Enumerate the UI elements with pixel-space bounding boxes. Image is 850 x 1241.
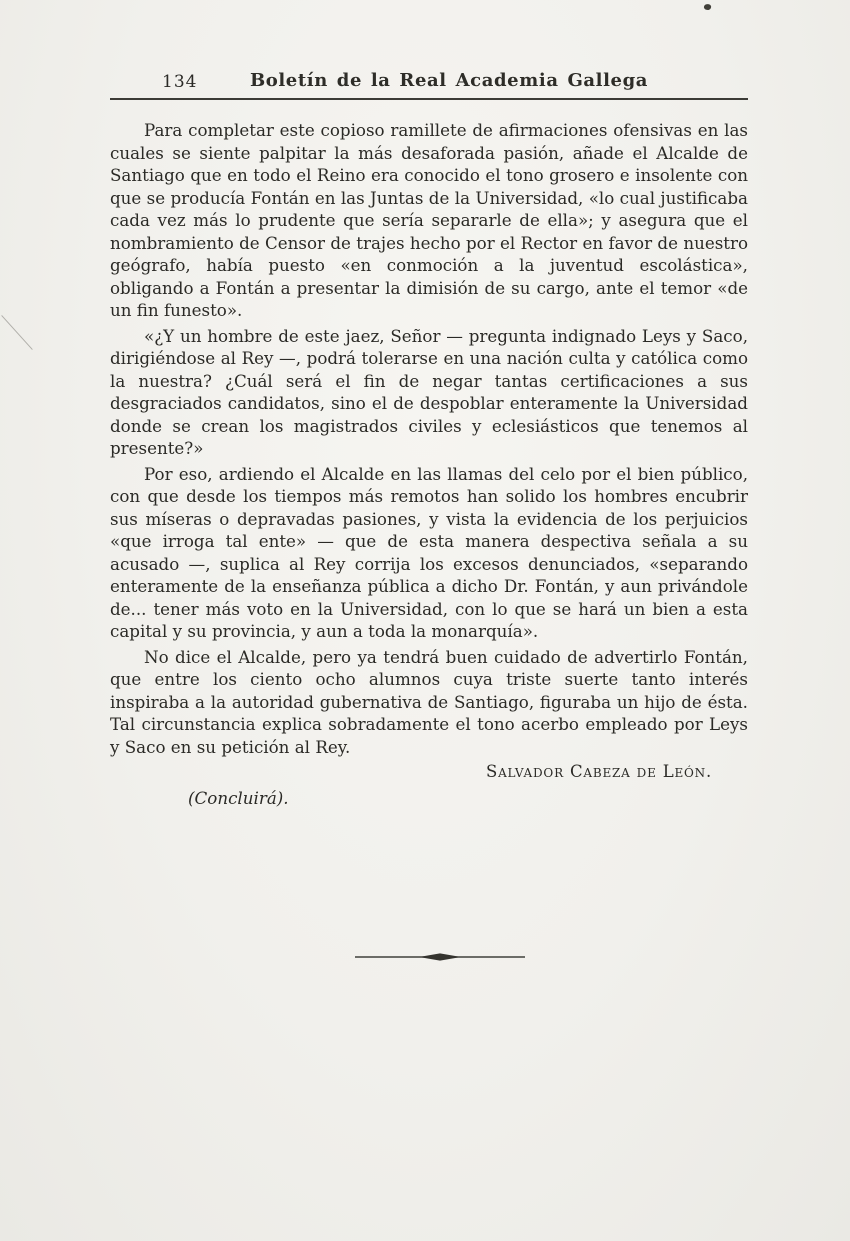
- author-signature: Salvador Cabeza de León.: [485, 762, 712, 781]
- page-number: 134: [162, 72, 198, 92]
- page-header: [110, 70, 748, 100]
- body-paragraph: Por eso, ardiendo el Alcalde en las llamas del celo por el bien público, con que desde los tiempos más remotos han solido los hombres encubrir sus míseras o depravadas pasiones, y vista la evidencia de los perjuicios «que irroga tal ente» — que de esta manera despectiva señala a su acusado —, suplica al Rey corrija los excesos denunciados, «separando enteramente de la enseñanza pública a dicho Dr. Fontán, y aun privándole de... tener más voto en la Universidad, con lo que se hará un bien a esta capital y su provincia, y aun a toda la monarquía».: [110, 463, 748, 641]
- article-body: [110, 119, 748, 809]
- body-paragraph: Para completar este copioso ramillete de afirmaciones ofensivas en las cuales se siente palpitar la más desaforada pasión, añade el Alcalde de Santiago que en todo el Reino era conocido el tono grosero e insolente con que se producía Fontán en las Juntas de la Universidad, «lo cual justificaba cada vez más lo prudente que sería separarle de ella»; y asegura que el nombramiento de Censor de trajes hecho por el Rector en favor de nuestro geógrafo, había puesto «en conmoción a la juventud escolástica», obligando a Fontán a presentar la dimisión de su cargo, ante el temor «de un fin funesto».: [110, 120, 748, 320]
- ink-speck: [703, 3, 712, 11]
- body-paragraph: No dice el Alcalde, pero ya tendrá buen cuidado de advertirlo Fontán, que entre los ciento ocho alumnos cuya triste suerte tanto interés inspiraba a la autoridad gubernativa de Santiago, figuraba un hijo de ésta. Tal circunstancia explica sobradamente el tono acerbo empleado por Leys y Saco en su petición al Rey.: [110, 646, 748, 757]
- body-paragraph: «¿Y un hombre de este jaez, Señor — pregunta indignado Leys y Saco, dirigiéndose al Rey —, podrá tolerarse en una nación culta y católica como la nuestra? ¿Cuál será el fin de negar tantas certificaciones a sus desgraciados candidatos, sino el de despoblar enteramente la Universidad donde se crean los magistrados civiles y eclesiásticos que tenemos al presente?»: [110, 325, 748, 458]
- section-divider: [355, 948, 525, 967]
- continuation-note: (Concluirá).: [188, 787, 289, 808]
- journal-title: Boletín de la Real Academia Gallega: [249, 70, 649, 91]
- scan-scratch-mark: [1, 315, 33, 350]
- divider-ornament-icon: [355, 951, 525, 963]
